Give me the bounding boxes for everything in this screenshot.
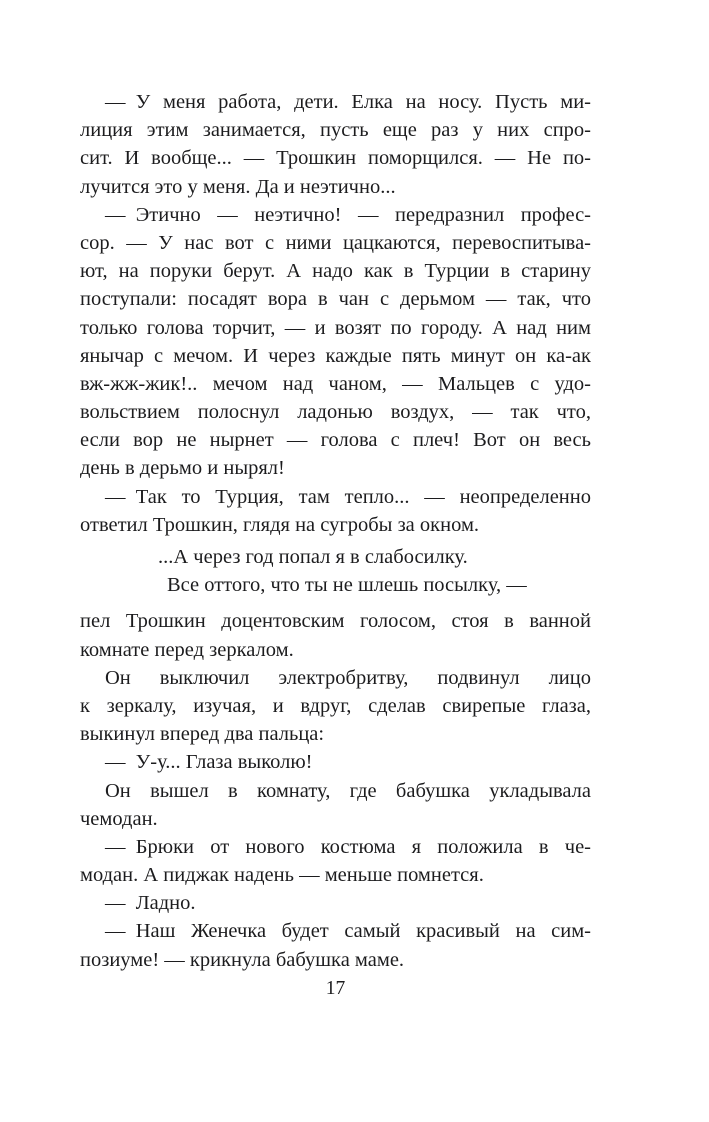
text-line: если вор не нырнет — голова с плеч! Вот он весь bbox=[80, 429, 591, 452]
text-line: — У меня работа, дети. Елка на носу. Пусть ми- bbox=[105, 91, 591, 113]
text-line: — Ладно. bbox=[105, 892, 196, 915]
text-line: позиуме! — крикнула бабушка маме. bbox=[80, 948, 405, 971]
paragraph-body bbox=[80, 607, 591, 663]
text-line: выкинул вперед два пальца: bbox=[80, 723, 325, 746]
text-line: Он вышел в комнату, где бабушка укладывала bbox=[105, 779, 591, 802]
paragraph-body bbox=[80, 664, 591, 749]
text-line: вж-жж-жик!.. мечом над чаном, — Мальцев с удо- bbox=[80, 372, 591, 395]
paragraph-dialogue bbox=[80, 889, 591, 917]
text-line: лучится это у меня. Да и неэтично... bbox=[80, 175, 396, 198]
paragraph-dialogue bbox=[80, 833, 591, 889]
text-line: ют, на поруки берут. А надо как в Турции в старину bbox=[80, 260, 591, 283]
text-line: — Так то Турция, там тепло... — неопределенно bbox=[105, 485, 591, 508]
text-line: ответил Трошкин, глядя на сугробы за окном. bbox=[80, 513, 480, 536]
text-line: пел Трошкин доцентовским голосом, стоя в ванной bbox=[80, 610, 591, 633]
text-line: янычар с мечом. И через каждые пять минут он ка-ак bbox=[80, 344, 591, 367]
verse-line: Все оттого, что ты не шлешь посылку, — bbox=[167, 574, 527, 597]
paragraph-body bbox=[80, 777, 591, 833]
text-line: вольствием полоснул ладонью воздух, — так что, bbox=[80, 401, 591, 424]
paragraph-dialogue bbox=[80, 483, 591, 539]
text-line: сит. И вообще... — Трошкин поморщился. — Не по- bbox=[80, 147, 591, 170]
text-line: — Наш Женечка будет самый красивый на сим- bbox=[105, 920, 591, 943]
paragraph-dialogue bbox=[80, 917, 591, 973]
paragraph-dialogue bbox=[80, 748, 591, 776]
paragraph-dialogue bbox=[80, 201, 591, 483]
text-line: Он выключил электробритву, подвинул лицо bbox=[105, 666, 591, 689]
text-line: чемодан. bbox=[80, 807, 158, 830]
text-line: — У-у... Глаза выколю! bbox=[105, 751, 313, 774]
page-number: 17 bbox=[325, 978, 346, 999]
text-line: день в дерьмо и нырял! bbox=[80, 457, 285, 480]
paragraph-dialogue bbox=[80, 88, 591, 201]
text-line: к зеркалу, изучая, и вдруг, сделав свирепые глаза, bbox=[80, 694, 591, 717]
text-line: модан. А пиджак надень — меньше помнется. bbox=[80, 864, 484, 887]
text-line: только голова торчит, — и возят по городу. А над ним bbox=[80, 316, 591, 339]
text-line: поступали: посадят вора в чан с дерьмом — так, что bbox=[80, 288, 591, 311]
verse-line: ...А через год попал я в слабосилку. bbox=[158, 546, 468, 568]
text-line: — Брюки от нового костюма я положила в че- bbox=[105, 835, 591, 858]
text-line: комнате перед зеркалом. bbox=[80, 638, 294, 661]
text-line: — Этично — неэтично! — передразнил профес- bbox=[105, 203, 591, 226]
text-line: сор. — У нас вот с ними цацкаются, перевоспитыва- bbox=[80, 231, 591, 254]
paragraph-verse bbox=[80, 543, 591, 599]
text-block bbox=[80, 88, 591, 974]
text-line: лиция этим занимается, пусть еще раз у них спро- bbox=[80, 119, 591, 142]
